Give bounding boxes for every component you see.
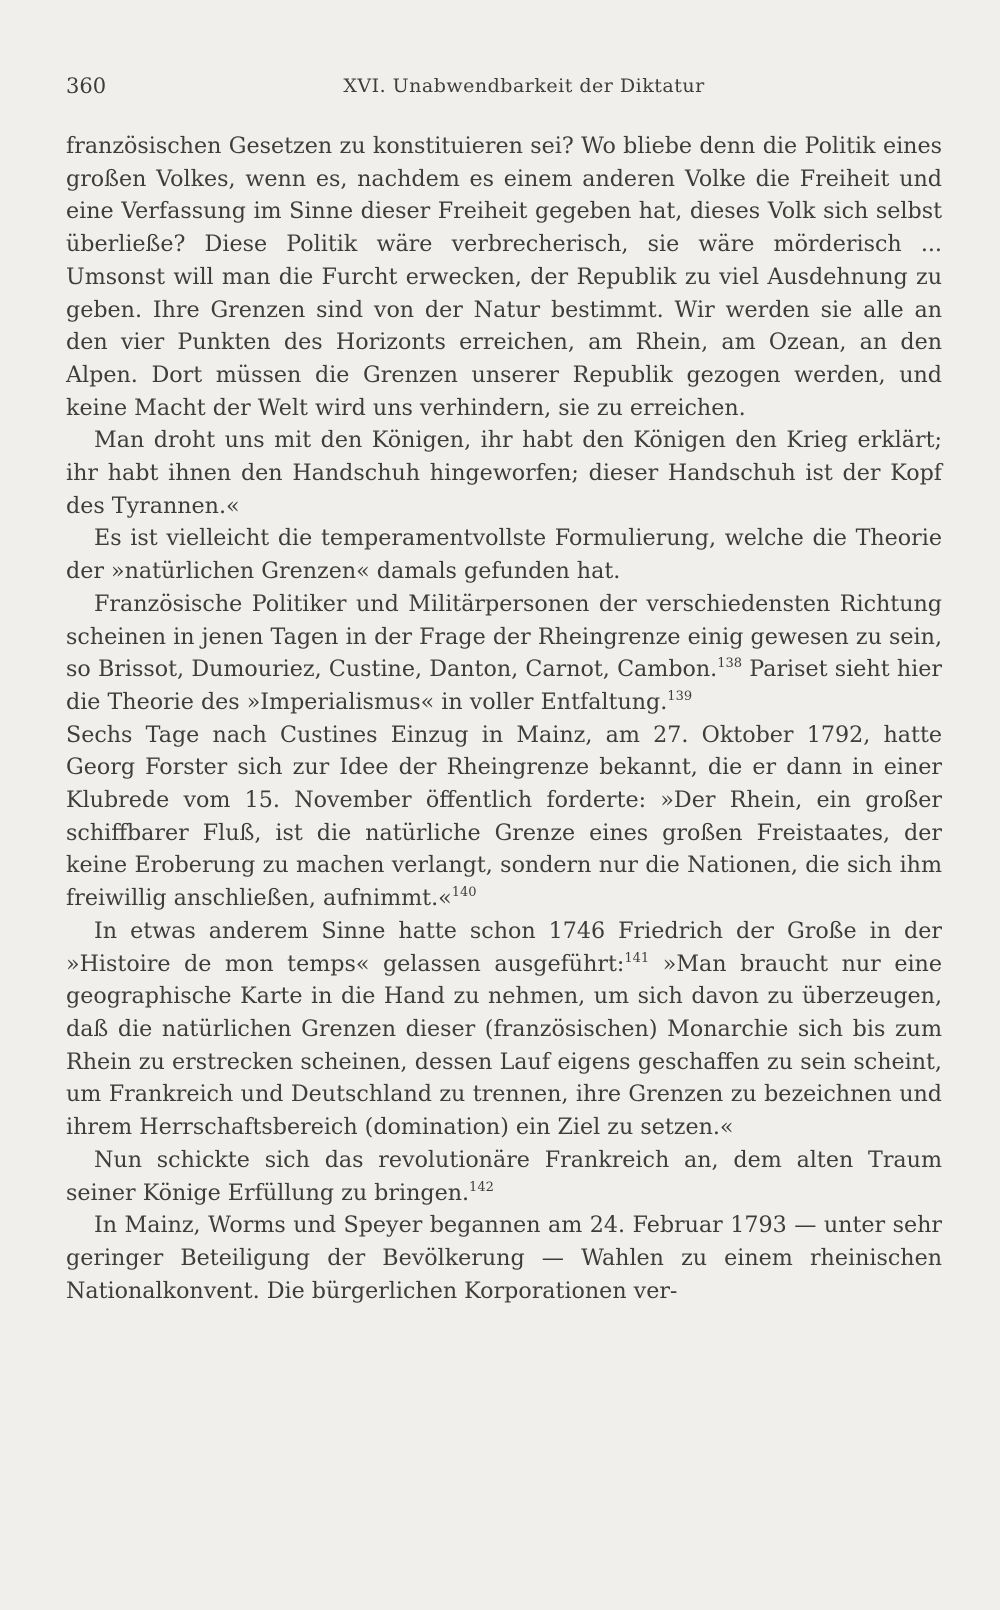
chapter-title: XVI. Unabwendbarkeit der Diktatur: [343, 75, 705, 97]
body-text: [66, 130, 942, 1307]
footnote-ref: 142: [469, 1179, 494, 1195]
footnote-ref: 138: [717, 656, 743, 672]
paragraph-formulation: Es ist vielleicht die temperamentvollste Formulierung, welche die Theorie der »natürlichen Grenzen« damals gefunden hat.: [66, 525, 942, 585]
book-page: [66, 66, 942, 1596]
footnote-ref: 139: [667, 688, 693, 704]
footnote-ref: 140: [451, 885, 477, 901]
page-number: 360: [66, 74, 107, 98]
paragraph-text: »Man braucht nur eine geographische Karte in die Hand zu nehmen, um sich davon zu überzeugen, daß die natürlichen Grenzen dieser (französischen) Monarchie sich bis zum Rhein zu erstrecken scheinen, dessen Lauf eigens geschaffen zu sein scheint, um Frankreich und Deutschland zu trennen, ihre Grenzen zu bezeichnen und ihrem Herrschaftsbereich (domination) ein Ziel zu setzen.«: [66, 950, 942, 1141]
paragraph-text: Sechs Tage nach Custines Einzug in Mainz, am 27. Oktober 1792, hatte Georg Forster sich zur Idee der Rheingrenze bekannt, die er dann in einer Klubrede vom 15. November öffentlich forderte: »Der Rhein, ein großer schiffbarer Fluß, ist die natürliche Grenze eines großen Freistaates, der keine Eroberung zu machen verlangt, sondern nur die Nationen, die sich ihm freiwillig anschließen, aufnimmt.«: [66, 721, 942, 912]
paragraph-elections: In Mainz, Worms und Speyer begannen am 24. Februar 1793 — unter sehr geringer Beteiligung der Bevölkerung — Wahlen zu einem rheinischen Nationalkonvent. Die bürgerlichen Korporationen ver-: [66, 1212, 942, 1304]
paragraph-text: Französische Politiker und Militärpersonen der verschiedensten Richtung scheinen in jenen Tagen in der Frage der Rheingrenze einig gewesen zu sein, so Brissot, Dumouriez, Custine, Danton, Carnot, Cambon.: [66, 590, 942, 683]
paragraph-continued-quote: französischen Gesetzen zu konstituieren sei? Wo bliebe denn die Politik eines großen Volkes, wenn es, nachdem es einem anderen Volke die Freiheit und eine Verfassung im Sinne dieser Freiheit gegeben hat, dieses Volk sich selbst überließe? Diese Politik wäre verbrecherisch, sie wäre mörderisch ... Umsonst will man die Furcht erwecken, der Republik zu viel Ausdehnung zu geben. Ihre Grenzen sind von der Natur bestimmt. Wir werden sie alle an den vier Punkten des Horizonts erreichen, am Rhein, am Ozean, an den Alpen. Dort müssen die Grenzen unserer Republik gezogen werden, und keine Macht der Welt wird uns verhindern, sie zu erreichen.: [66, 133, 942, 421]
paragraph-french-politicians: [66, 588, 942, 719]
paragraph-kings-quote: Man droht uns mit den Königen, ihr habt den Königen den Krieg erklärt; ihr habt ihnen den Handschuh hingeworfen; dieser Handschuh ist der Kopf des Tyrannen.«: [66, 427, 942, 519]
paragraph-forster: [66, 719, 942, 915]
footnote-ref: 141: [624, 950, 650, 966]
paragraph-text: Pariset sieht hier die Theorie des »Imperialismus« in voller Entfaltung.: [66, 656, 942, 715]
paragraph-frederick: [66, 915, 942, 1144]
running-head: [66, 66, 942, 106]
paragraph-text: In etwas anderem Sinne hatte schon 1746 Friedrich der Große in der »Histoire de mon temps« gelassen ausgeführt:: [66, 917, 942, 977]
paragraph-text: Nun schickte sich das revolutionäre Frankreich an, dem alten Traum seiner Könige Erfüllung zu bringen.: [66, 1146, 942, 1206]
paragraph-revolutionary-france: [66, 1144, 942, 1209]
